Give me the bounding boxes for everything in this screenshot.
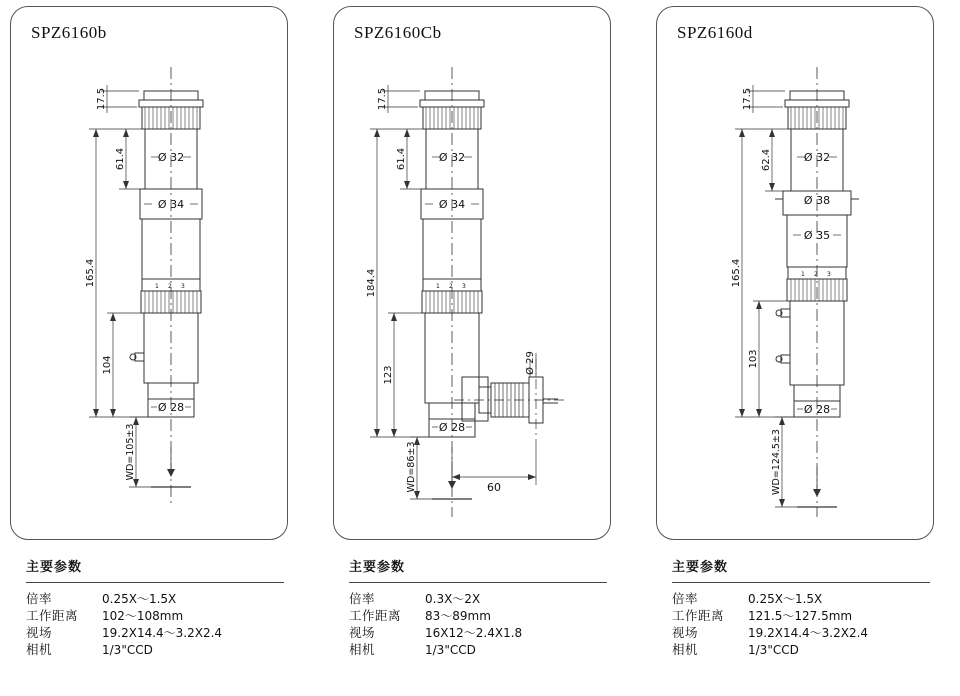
spec-key: 工作距离 [26, 609, 79, 623]
svg-text:17.5: 17.5 [377, 87, 388, 111]
panel-title: SPZ6160b [31, 23, 107, 42]
svg-text:2: 2 [814, 271, 818, 278]
spec-row [672, 625, 934, 642]
svg-text:Ø 28: Ø 28 [157, 401, 185, 414]
drawing-panel [656, 6, 934, 540]
svg-text:Ø 32: Ø 32 [157, 151, 185, 164]
svg-text:2: 2 [168, 283, 172, 290]
spec-key: 相机 [349, 643, 376, 657]
svg-text:Ø 38: Ø 38 [803, 194, 831, 207]
svg-text:62.4: 62.4 [761, 148, 772, 172]
spec-row [26, 642, 288, 659]
spec-key: 工作距离 [349, 609, 402, 623]
specs-block [26, 556, 288, 659]
spec-value: 19.2X14.4～3.2X2.4 [102, 626, 223, 640]
spec-value: 19.2X14.4～3.2X2.4 [748, 626, 869, 640]
spec-row [349, 642, 611, 659]
spec-row [349, 591, 611, 608]
spec-key: 倍率 [26, 592, 53, 606]
spec-value: 1/3"CCD [425, 643, 476, 657]
spec-row [672, 608, 934, 625]
spec-value: 1/3"CCD [748, 643, 799, 657]
specs-title: 主要参数 [672, 559, 729, 574]
spec-row [26, 625, 288, 642]
svg-text:Ø 29: Ø 29 [525, 351, 536, 375]
spec-key: 倍率 [349, 592, 376, 606]
svg-text:WD=105±3: WD=105±3 [125, 423, 136, 481]
svg-text:17.5: 17.5 [96, 87, 107, 111]
technical-drawing-spz6160cb [334, 47, 612, 539]
spec-key: 视场 [26, 626, 53, 640]
drawing-panel [333, 6, 611, 540]
spec-value: 0.3X～2X [425, 592, 481, 606]
product-column-spz6160b [10, 0, 300, 696]
svg-text:1: 1 [155, 283, 159, 290]
spec-row [349, 608, 611, 625]
panel-title: SPZ6160Cb [354, 23, 442, 42]
specs-title: 主要参数 [349, 559, 406, 574]
spec-row [26, 591, 288, 608]
product-column-spz6160d [656, 0, 946, 696]
svg-text:165.4: 165.4 [85, 258, 96, 288]
spec-value: 16X12～2.4X1.8 [425, 626, 523, 640]
product-column-spz6160cb [333, 0, 623, 696]
spec-value: 121.5～127.5mm [748, 609, 853, 623]
svg-text:Ø 34: Ø 34 [157, 198, 185, 211]
spec-key: 倍率 [672, 592, 699, 606]
svg-text:60: 60 [487, 481, 501, 494]
spec-key: 相机 [672, 643, 699, 657]
specs-title: 主要参数 [26, 559, 83, 574]
specs-divider [26, 582, 284, 583]
svg-text:3: 3 [181, 283, 185, 290]
svg-text:3: 3 [827, 271, 831, 278]
technical-drawing-spz6160d [657, 47, 935, 539]
svg-text:123: 123 [383, 365, 394, 385]
drawing-panel [10, 6, 288, 540]
spec-value: 102～108mm [102, 609, 184, 623]
spec-value: 0.25X～1.5X [748, 592, 823, 606]
spec-key: 视场 [672, 626, 699, 640]
svg-text:Ø 32: Ø 32 [803, 151, 831, 164]
svg-text:1: 1 [436, 283, 440, 290]
svg-text:1: 1 [801, 271, 805, 278]
svg-text:Ø 34: Ø 34 [438, 198, 466, 211]
spec-value: 83～89mm [425, 609, 491, 623]
svg-text:104: 104 [102, 355, 113, 375]
spec-key: 相机 [26, 643, 53, 657]
svg-text:Ø 28: Ø 28 [438, 421, 466, 434]
svg-text:165.4: 165.4 [731, 258, 742, 288]
spec-key: 视场 [349, 626, 376, 640]
svg-text:61.4: 61.4 [396, 147, 407, 171]
panel-title: SPZ6160d [677, 23, 753, 42]
svg-text:2: 2 [449, 283, 453, 290]
svg-text:WD=86±3: WD=86±3 [406, 441, 417, 493]
svg-text:17.5: 17.5 [742, 87, 753, 111]
spec-row [349, 625, 611, 642]
svg-text:Ø 35: Ø 35 [803, 229, 831, 242]
specs-divider [672, 582, 930, 583]
specs-block [672, 556, 934, 659]
svg-text:61.4: 61.4 [115, 147, 126, 171]
svg-text:Ø 28: Ø 28 [803, 403, 831, 416]
spec-value: 0.25X～1.5X [102, 592, 177, 606]
svg-text:103: 103 [748, 349, 759, 369]
spec-row [672, 591, 934, 608]
svg-text:WD=124.5±3: WD=124.5±3 [771, 429, 782, 495]
svg-text:3: 3 [462, 283, 466, 290]
svg-text:184.4: 184.4 [366, 268, 377, 298]
specs-block [349, 556, 611, 659]
spec-row [672, 642, 934, 659]
svg-text:Ø 32: Ø 32 [438, 151, 466, 164]
technical-drawing-spz6160b [11, 47, 289, 539]
spec-key: 工作距离 [672, 609, 725, 623]
spec-row [26, 608, 288, 625]
specs-divider [349, 582, 607, 583]
spec-value: 1/3"CCD [102, 643, 153, 657]
